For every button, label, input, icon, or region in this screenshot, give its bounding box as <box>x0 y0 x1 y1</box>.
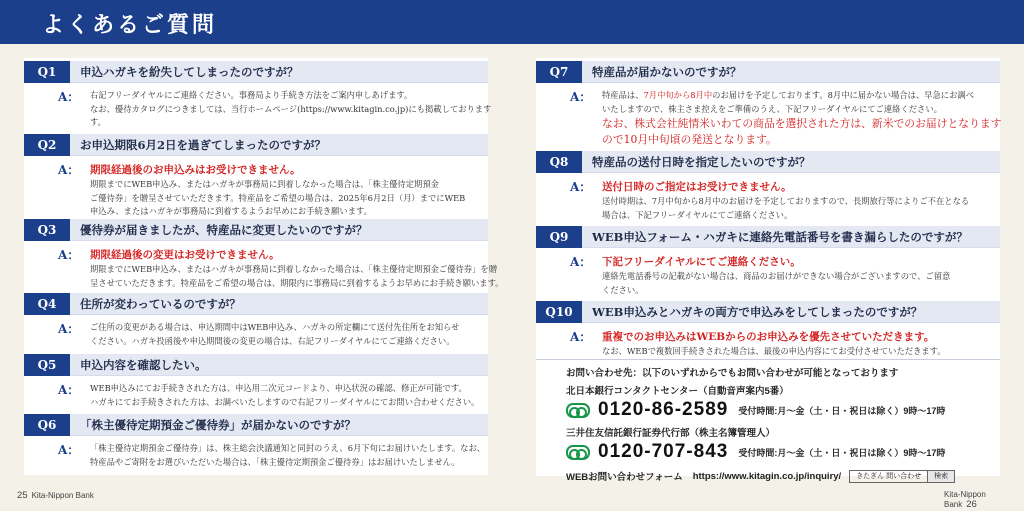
web-form-label: WEBお問い合わせフォーム <box>566 472 683 483</box>
answer-mark: A： <box>570 330 592 344</box>
tel-hours-smtb: 受付時間:月～金（土・日・祝日は除く）9時～17時 <box>738 447 946 458</box>
answer-line: WEB申込みにてお手続きされた方は、申込用二次元コードより、申込状況の確認、修正が可能です。 <box>90 383 467 393</box>
answer-line: ご住所の変更がある場合は、申込期間中はWEB申込み、ハガキの所定欄にて送付先住所をお知らせ <box>90 322 460 332</box>
question-number: Q5 <box>24 354 70 376</box>
contact-intro: お問い合わせ先：以下のいずれからでもお問い合わせが可能となっております <box>566 368 899 379</box>
answer-line: 連絡先電話番号の記載がない場合は、商品のお届けができない場合がございますので、ご留意 <box>602 271 951 281</box>
contact-org-smtb: 三井住友信託銀行証券代行部（株主名簿管理人） <box>566 428 776 439</box>
web-form-link[interactable]: https://www.kitagin.co.jp/inquiry/ <box>692 470 842 482</box>
tel-hours-kitagin: 受付時間:月～金（土・日・祝日は除く）9時～17時 <box>738 405 946 416</box>
page-number-right: 26 <box>966 499 977 510</box>
question-title: WEB申込みとハガキの両方で申込みをしてしまったのですが？ <box>592 305 923 319</box>
page-header <box>0 0 1024 44</box>
page-number-left: 25 <box>17 490 28 501</box>
faq-q2 <box>24 134 488 219</box>
answer-alert: なお、株式会社純情米いわての商品を選択された方は、新米でのお届けとなります <box>602 117 1002 130</box>
answer-mark: A： <box>570 180 592 194</box>
tel-number-kitagin[interactable]: 0120-86-2589 <box>598 399 729 420</box>
footer-bank-name: Kita-Nippon Bank <box>944 490 986 509</box>
answer-alert: 下記フリーダイヤルにてご連絡ください。 <box>602 256 801 268</box>
question-number: Q9 <box>536 226 582 248</box>
answer <box>24 83 492 130</box>
answer-line: 右記フリーダイヤルにご連絡ください。事務局より手続き方法をご案内申しあげます。 <box>90 90 413 100</box>
answer-mark: A： <box>58 90 80 104</box>
tel-number-smtb[interactable]: 0120-707-843 <box>598 441 729 462</box>
question-bar <box>24 134 488 156</box>
question-title: 特産品の送付日時を指定したいのですが？ <box>592 155 811 169</box>
question-number: Q6 <box>24 414 70 436</box>
question-number: Q4 <box>24 293 70 315</box>
question-bar <box>24 293 488 315</box>
answer-alert: 重複でのお申込みはWEBからのお申込みを優先させていただきます。 <box>602 331 935 343</box>
answer-line: なお、優待カタログにつきましては、当行ホームページ(https://www.kitagin.co.jp)にも掲載しております <box>90 103 492 114</box>
answer-mark: A： <box>58 443 80 457</box>
question-title: お申込期限6月2日を過ぎてしまったのですが？ <box>80 138 327 152</box>
footer-bank-name: Kita-Nippon Bank <box>31 491 94 500</box>
contact-section <box>566 365 986 483</box>
faq-q10 <box>536 301 1000 359</box>
answer-line: 呈させていただきます。特産品をご希望の場合は、期限内に事務局に到着するようお早めにお手続き願います。 <box>90 277 504 288</box>
answer-mark: A： <box>58 383 80 397</box>
answer-line: 期限までにWEB申込み、またはハガキが事務局に到着しなかった場合は、「株主優待定期預金 <box>90 179 439 189</box>
answer-line: ください。ハガキ投函後や申込期間後の変更の場合は、右記フリーダイヤルにてご連絡ください。 <box>90 335 455 346</box>
answer-line: 送付時期は、7月中旬から8月中のお届けを予定しておりますので、長期旅行等によりご不在となる <box>602 196 970 206</box>
question-number: Q3 <box>24 219 70 241</box>
answer <box>536 83 1000 148</box>
faq-q7 <box>536 61 1000 148</box>
question-bar <box>24 61 488 83</box>
question-title: 住所が変わっているのですが？ <box>80 297 241 311</box>
question-bar <box>536 226 1000 248</box>
right-page <box>536 58 1002 483</box>
delivery-period: 7月中旬から8月中 <box>643 90 713 100</box>
left-page <box>24 58 504 475</box>
answer-alert: ので10月中旬頃の発送となります。 <box>602 133 777 146</box>
faq-q9 <box>536 226 1000 297</box>
answer-line: 「株主優待定期預金ご優待券」は、株主総会決議通知と同封のうえ、6月下旬にお届けいたします。なお、 <box>90 443 486 453</box>
faq-q5 <box>24 354 488 409</box>
answer-line: 申込み、またはハガキが事務局に到着するようお早めにお手続き願います。 <box>90 206 372 216</box>
question-bar <box>536 151 1000 173</box>
answer-alert: 期限経過後の変更はお受けできません。 <box>90 249 280 261</box>
question-title: 申込ハガキを紛失してしまったのですが？ <box>80 65 299 79</box>
answer-mark: A： <box>58 248 80 262</box>
answer-mark: A： <box>58 163 80 177</box>
answer <box>24 156 488 219</box>
search-query: きたぎん 問い合わせ <box>856 472 922 480</box>
web-contact-row <box>566 469 986 483</box>
question-number: Q7 <box>536 61 582 83</box>
question-title: 特産品が届かないのですが？ <box>592 65 742 79</box>
answer <box>536 323 1000 359</box>
answer-text: のお届けを予定しております。8月中に届かない場合は、早急にお調べ <box>712 90 974 100</box>
question-title: 「株主優待定期預金ご優待券」が届かないのですが？ <box>80 418 356 432</box>
question-bar <box>24 414 488 436</box>
answer <box>24 436 488 469</box>
answer-line: いたしますので、株主さま控えをご準備のうえ、下記フリーダイヤルにてご連絡ください。 <box>602 103 942 114</box>
question-number: Q2 <box>24 134 70 156</box>
answer <box>24 241 504 290</box>
question-title: 優待券が届きましたが、特産品に変更したいのですが？ <box>80 223 368 237</box>
answer-alert: 送付日時のご指定はお受けできません。 <box>602 181 792 193</box>
question-bar <box>24 219 488 241</box>
answer-line: 期限までにWEB申込み、またはハガキが事務局に到着しなかった場合は、「株主優待定期預金ご優待券」を贈 <box>90 264 497 274</box>
answer-line: ご優待券」を贈呈させていただきます。特産品をご希望の場合は、2025年6月2日（月）までにWEB <box>90 192 466 203</box>
search-button[interactable]: 検索 <box>927 471 954 482</box>
footer-right <box>944 490 1024 510</box>
answer-alert: 期限経過後のお申込みはお受けできません。 <box>90 164 301 176</box>
answer-text: 特産品は、 <box>602 90 644 100</box>
question-title: WEB申込フォーム・ハガキに連絡先電話番号を書き漏らしたのですが？ <box>592 230 968 244</box>
faq-q6 <box>24 414 488 469</box>
answer <box>536 248 1000 297</box>
faq-q1 <box>24 61 492 130</box>
faq-q8 <box>536 151 1000 222</box>
answer-line: ください。 <box>602 284 644 295</box>
tel-row-smtb <box>566 441 986 463</box>
question-title: 申込内容を確認したい。 <box>80 358 207 372</box>
answer <box>24 376 488 409</box>
answer-line: す。 <box>90 117 106 127</box>
search-box[interactable] <box>849 470 955 483</box>
answer <box>24 315 488 348</box>
contact-divider <box>536 359 1000 360</box>
question-number: Q10 <box>536 301 582 323</box>
freedial-icon <box>566 445 590 460</box>
answer-line: ハガキにてお手続きされた方は、お調べいたしますので右記フリーダイヤルにてお問い合わせください。 <box>90 396 480 407</box>
answer-mark: A： <box>58 322 80 336</box>
question-bar <box>536 61 1000 83</box>
freedial-icon <box>566 403 590 418</box>
answer <box>536 173 1000 222</box>
page-title: よくあるご質問 <box>42 12 218 38</box>
answer-mark: A： <box>570 255 592 269</box>
faq-q3 <box>24 219 504 290</box>
question-bar <box>24 354 488 376</box>
footer-left <box>13 490 94 501</box>
question-number: Q8 <box>536 151 582 173</box>
answer-line <box>602 89 990 103</box>
answer-line: 場合は、下記フリーダイヤルにてご連絡ください。 <box>602 209 793 220</box>
question-number: Q1 <box>24 61 70 83</box>
contact-org-kitagin: 北日本銀行コンタクトセンター（自動音声案内5番） <box>566 386 789 397</box>
tel-row-kitagin <box>566 399 986 421</box>
answer-line: なお、WEBで複数回手続きされた場合は、最後の申込内容にてお受付させていただきます。 <box>602 346 946 356</box>
faq-q4 <box>24 293 488 348</box>
question-bar <box>536 301 1000 323</box>
answer-line: 特産品やご寄附をお選びいただいた場合は、「株主優待定期預金ご優待券」はお届けいたしません。 <box>90 456 460 467</box>
answer-mark: A： <box>570 90 592 104</box>
